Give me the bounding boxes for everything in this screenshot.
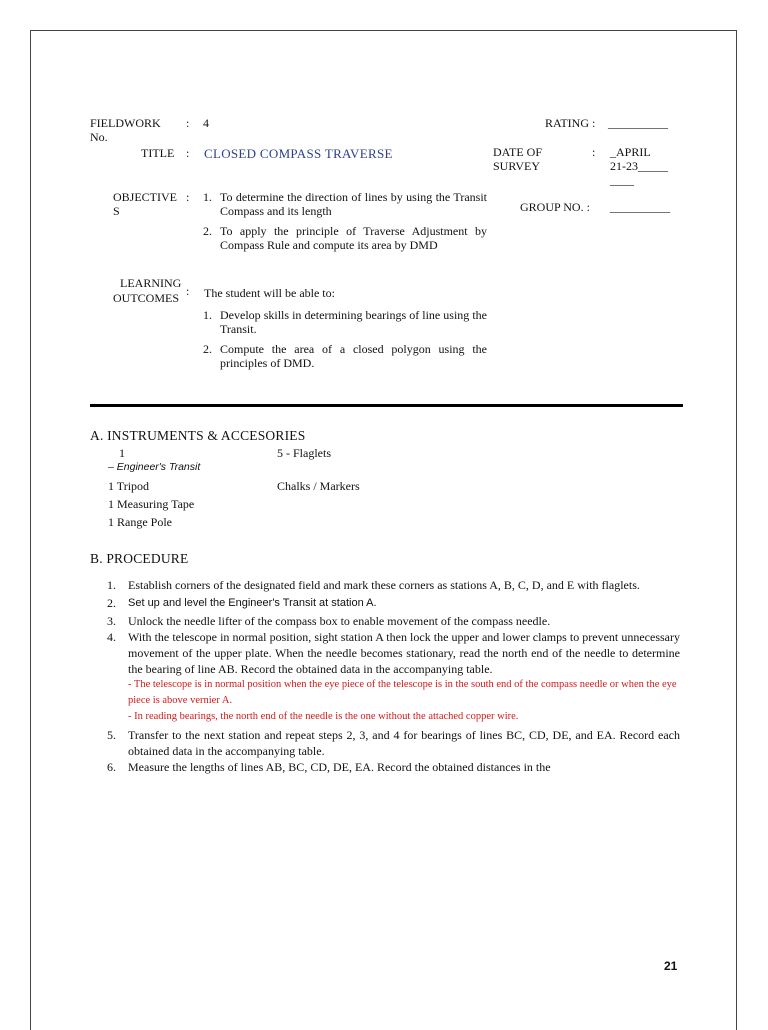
learning-intro: The student will be able to:: [204, 286, 335, 300]
fieldwork-label-2: No.: [90, 130, 108, 144]
date-label-2: SURVEY: [493, 159, 541, 173]
list-item: 4. With the telescope in normal position, sight station A then lock the upper and lower clamps to prevent unnecessary movement of the upper plate. When the needle becomes stationary, read the north end of the needle to determine the bearing of line AB. Record the obtained data in the accompanying table.: [107, 630, 680, 676]
list-item: 1. Develop skills in determining bearings of line using the Transit.: [203, 308, 487, 336]
title-colon: :: [186, 146, 190, 160]
group-label: GROUP NO. :: [520, 200, 590, 214]
instrument-1-qty: 1: [119, 446, 125, 460]
instrument-right-1: 5 - Flaglets: [277, 446, 331, 460]
group-blank: __________: [610, 200, 670, 214]
list-item: 2. Set up and level the Engineer's Transit at station A.: [107, 596, 377, 610]
rating-label: RATING :: [545, 116, 596, 130]
section-divider: [90, 404, 683, 407]
list-item: 3. Unlock the needle lifter of the compass box to enable movement of the compass needle.: [107, 614, 551, 628]
list-item: 2. Compute the area of a closed polygon using the principles of DMD.: [203, 342, 487, 370]
outcomes-list: [203, 308, 487, 370]
instrument-1-name: – Engineer's Transit: [108, 461, 201, 473]
date-value-2: 21-23_____: [610, 159, 668, 173]
learning-label: LEARNING: [120, 276, 182, 290]
instrument-4: 1 Range Pole: [108, 515, 172, 529]
page-number: 21: [664, 959, 678, 973]
fieldwork-colon: :: [186, 116, 190, 130]
rating-blank: __________: [608, 116, 668, 130]
note-normal-position: - The telescope is in normal position when the eye piece of the telescope is in the south end of the compass needle or when the eye piece is above vernier A.: [128, 679, 677, 706]
objective-colon: :: [186, 190, 190, 204]
procedure-heading: B. PROCEDURE: [90, 551, 189, 566]
procedure-list: [107, 577, 680, 775]
objectives-list: [203, 190, 487, 252]
title-label: TITLE: [141, 146, 175, 160]
date-value-1: _APRIL: [610, 145, 651, 159]
list-item: 1. Establish corners of the designated field and mark these corners as stations A, B, C, D, and E with flaglets.: [107, 578, 640, 592]
fieldwork-label: FIELDWORK: [90, 116, 161, 130]
objective-label: OBJECTIVE: [113, 190, 177, 204]
instrument-right-2: Chalks / Markers: [277, 479, 360, 493]
instrument-2: 1 Tripod: [108, 479, 150, 493]
instrument-3: 1 Measuring Tape: [108, 497, 195, 511]
date-colon: :: [592, 145, 596, 159]
page-title: CLOSED COMPASS TRAVERSE: [204, 146, 393, 161]
instruments-heading: A. INSTRUMENTS & ACCESORIES: [90, 428, 306, 443]
learning-label-2: OUTCOMES: [113, 291, 180, 305]
date-label: DATE OF: [493, 145, 543, 159]
list-item: 5. Transfer to the next station and repeat steps 2, 3, and 4 for bearings of lines BC, CD, DE, and EA. Record each obtained data in the accompanying table.: [107, 728, 680, 758]
list-item: 1. To determine the direction of lines by using the Transit Compass and its length: [203, 190, 487, 218]
learning-colon: :: [186, 284, 190, 298]
note-north-end: - In reading bearings, the north end of the needle is the one without the attached copper wire.: [128, 711, 519, 722]
date-value-3: ____: [610, 173, 634, 187]
list-item: 2. To apply the principle of Traverse Adjustment by Compass Rule and compute its area by DMD: [203, 224, 487, 252]
fieldwork-value: 4: [203, 116, 209, 130]
list-item: 6. Measure the lengths of lines AB, BC, CD, DE, EA. Record the obtained distances in the: [107, 760, 551, 774]
objective-label-2: S: [113, 204, 120, 218]
